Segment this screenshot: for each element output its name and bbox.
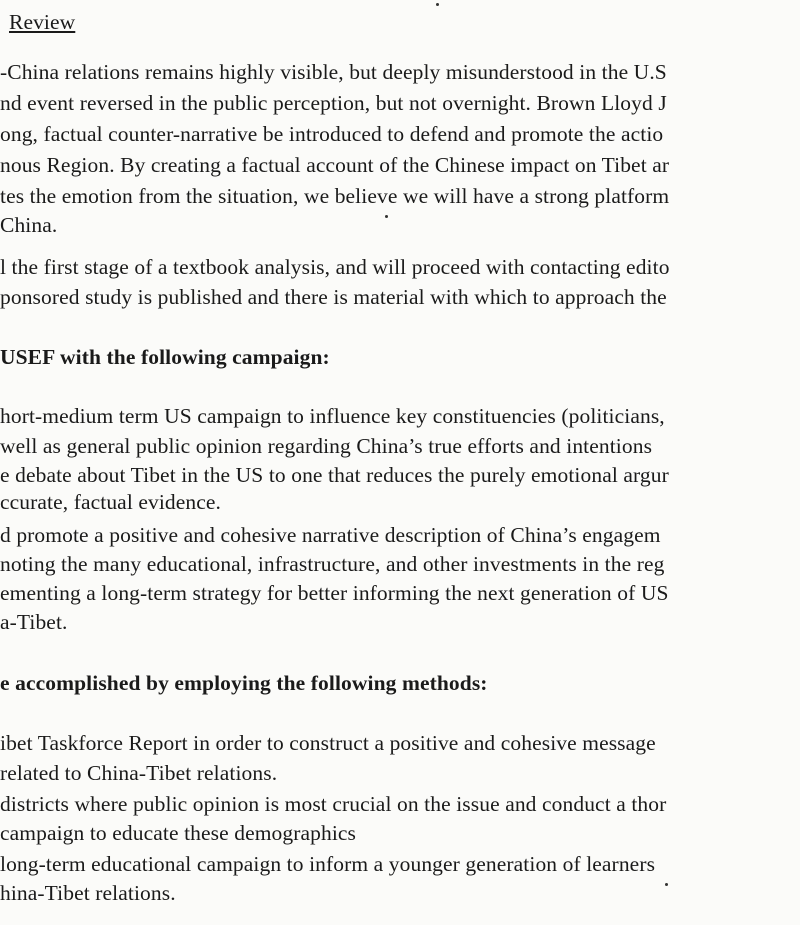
- campaign-item-line: well as general public opinion regarding China’s true efforts and intentions: [0, 434, 653, 458]
- campaign-item-line: hort-medium term US campaign to influence key constituencies (politicians,: [0, 404, 665, 428]
- methods-item-line: long-term educational campaign to inform a younger generation of learners: [0, 852, 656, 876]
- paragraph1-line: -China relations remains highly visible, but deeply misunderstood in the U.S: [0, 60, 667, 84]
- campaign-item-line: noting the many educational, infrastructure, and other investments in the reg: [0, 552, 665, 576]
- campaign-item-line: d promote a positive and cohesive narrative description of China’s engagem: [0, 523, 661, 547]
- paragraph1-line: tes the emotion from the situation, we believe we will have a strong platform: [0, 184, 670, 208]
- paragraph1-line: China.: [0, 213, 58, 237]
- paragraph2-line: l the first stage of a textbook analysis, and will proceed with contacting edito: [0, 255, 670, 279]
- campaign-item-line: e debate about Tibet in the US to one that reduces the purely emotional argur: [0, 463, 669, 487]
- methods-item-line: ibet Taskforce Report in order to construct a positive and cohesive message: [0, 731, 656, 755]
- paragraph1-line: nd event reversed in the public perception, but not overnight. Brown Lloyd J: [0, 91, 667, 115]
- methods-heading: e accomplished by employing the following methods:: [0, 671, 488, 695]
- methods-item-line: hina-Tibet relations.: [0, 881, 176, 905]
- campaign-item-line: ccurate, factual evidence.: [0, 490, 222, 514]
- paragraph1-line: nous Region. By creating a factual account of the Chinese impact on Tibet ar: [0, 153, 670, 177]
- scan-speck: [436, 3, 439, 6]
- paragraph1-line: ong, factual counter-narrative be introduced to defend and promote the actio: [0, 122, 664, 146]
- methods-item-line: campaign to educate these demographics: [0, 821, 357, 845]
- campaign-item-line: a-Tibet.: [0, 610, 68, 634]
- paragraph2-line: ponsored study is published and there is material with which to approach the: [0, 285, 667, 309]
- section-heading-review: Review: [9, 10, 76, 34]
- campaign-item-line: ementing a long-term strategy for better informing the next generation of US: [0, 581, 669, 605]
- methods-item-line: related to China-Tibet relations.: [0, 761, 278, 785]
- scan-speck: [385, 215, 388, 218]
- scan-speck: [665, 883, 668, 886]
- campaign-heading: USEF with the following campaign:: [0, 345, 330, 369]
- methods-item-line: districts where public opinion is most crucial on the issue and conduct a thor: [0, 792, 667, 816]
